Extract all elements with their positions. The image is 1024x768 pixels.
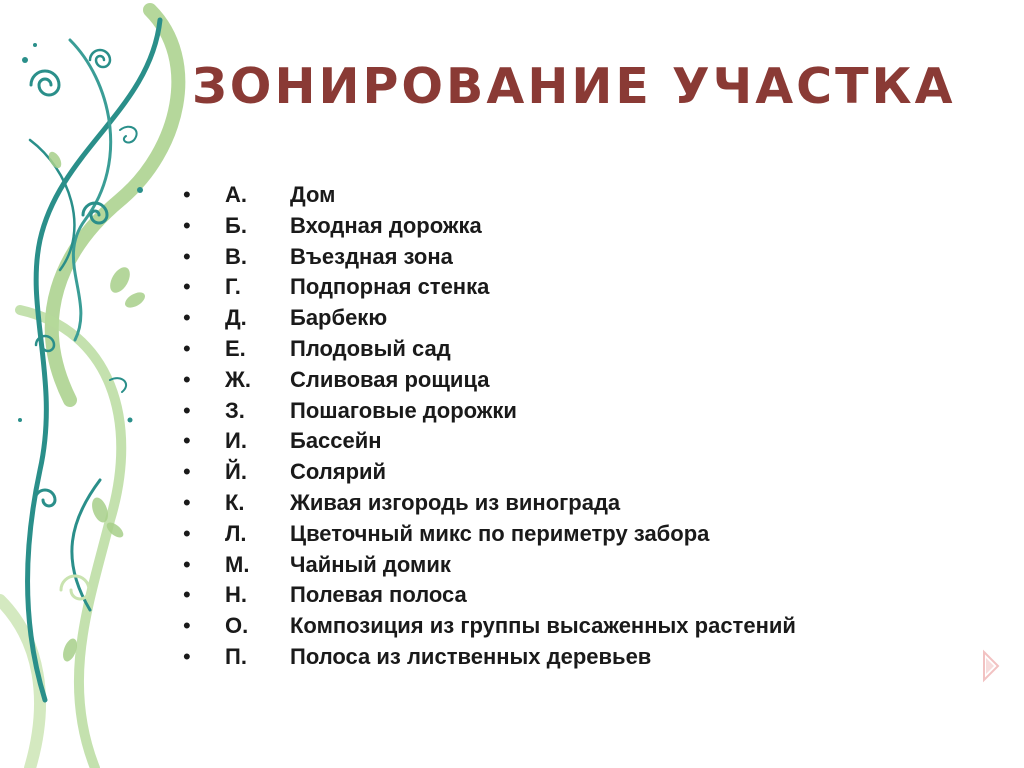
bullet-icon: • xyxy=(183,489,191,515)
item-letter: З. xyxy=(225,397,245,423)
bullet-icon: • xyxy=(183,428,191,454)
item-letter: Н. xyxy=(225,582,247,608)
item-letter: О. xyxy=(225,613,249,639)
item-text: Сливовая рощица xyxy=(290,366,490,392)
item-letter: К. xyxy=(225,489,245,515)
item-text: Въездная зона xyxy=(290,243,453,269)
item-text: Пошаговые дорожки xyxy=(290,397,517,423)
item-text: Живая изгородь из винограда xyxy=(290,489,621,515)
page-title: ЗОНИРОВАНИЕ УЧАСТКА xyxy=(192,58,956,115)
item-letter: Г. xyxy=(225,274,241,300)
bullet-icon: • xyxy=(183,335,191,361)
item-text: Барбекю xyxy=(290,305,388,331)
item-letter: И. xyxy=(225,428,247,454)
item-letter: Д. xyxy=(225,305,247,331)
bullet-icon: • xyxy=(183,243,191,269)
bullet-icon: • xyxy=(183,212,191,238)
item-letter: Ж. xyxy=(225,366,251,392)
item-letter: Б. xyxy=(225,212,247,238)
bullet-icon: • xyxy=(183,366,191,392)
bullet-icon: • xyxy=(183,274,191,300)
item-text: Цветочный микс по периметру забора xyxy=(290,520,710,546)
item-text: Полевая полоса xyxy=(290,582,467,608)
item-letter: В. xyxy=(225,243,247,269)
floral-swirl-ornament xyxy=(0,0,200,768)
item-text: Чайный домик xyxy=(290,551,451,577)
item-text: Дом xyxy=(290,182,336,207)
bullet-icon: • xyxy=(183,397,191,423)
item-letter: М. xyxy=(225,551,250,577)
bullet-icon: • xyxy=(183,305,191,331)
bullet-icon: • xyxy=(183,459,191,485)
item-text: Бассейн xyxy=(290,428,382,454)
item-text: Солярий xyxy=(290,459,387,485)
item-letter: П. xyxy=(225,643,247,669)
bullet-icon: • xyxy=(183,551,191,577)
item-letter: Й. xyxy=(225,459,247,485)
item-text: Плодовый сад xyxy=(290,335,451,361)
item-letter: Л. xyxy=(225,520,247,546)
bullet-icon: • xyxy=(183,582,191,608)
bullet-icon: • xyxy=(183,613,191,639)
item-letter: Е. xyxy=(225,335,246,361)
next-slide-arrow-icon[interactable] xyxy=(980,648,1002,684)
bullet-icon: • xyxy=(183,520,191,546)
item-text: Полоса из лиственных деревьев xyxy=(290,643,652,669)
item-text: Входная дорожка xyxy=(290,212,482,238)
bullet-icon: • xyxy=(183,182,191,207)
bullet-icon: • xyxy=(183,643,191,669)
item-text: Композиция из группы высаженных растений xyxy=(290,613,796,639)
item-text: Подпорная стенка xyxy=(290,274,490,300)
item-letter: А. xyxy=(225,182,247,207)
